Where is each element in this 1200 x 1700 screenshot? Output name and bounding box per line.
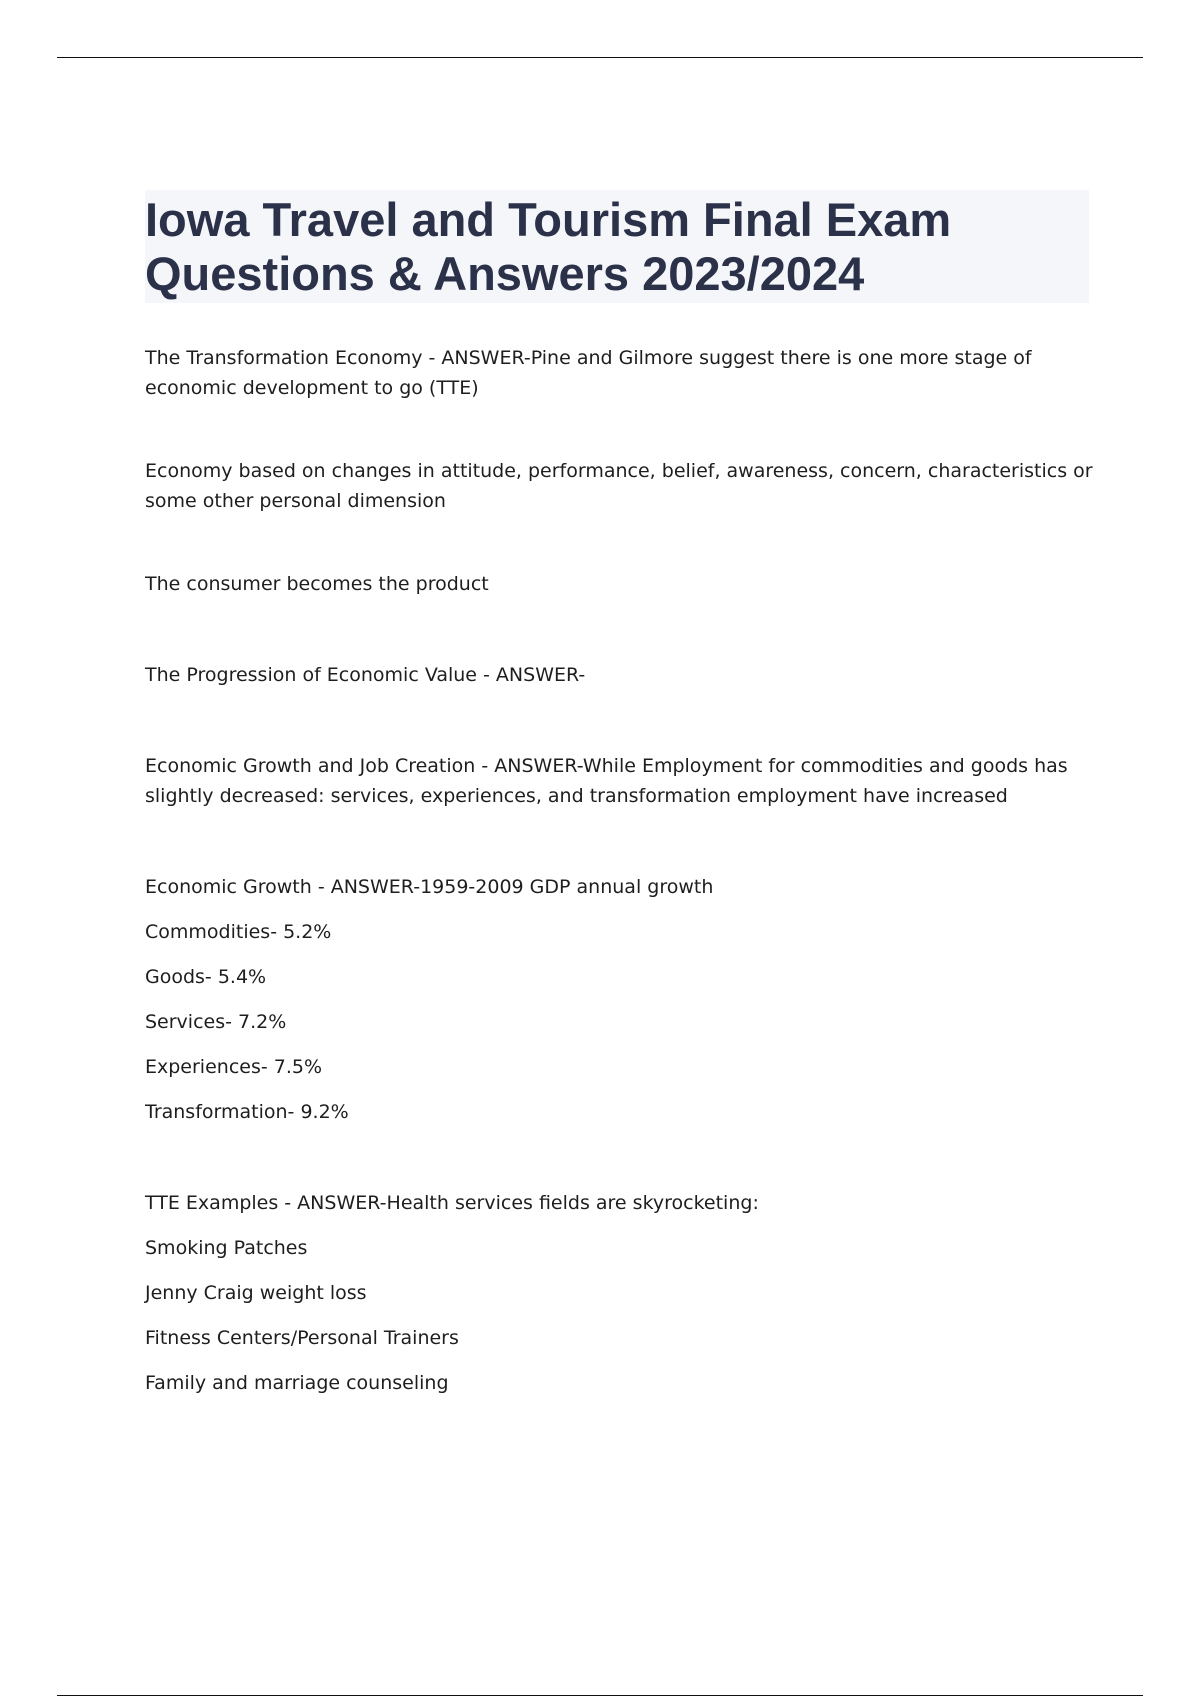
growth-heading: Economic Growth - ANSWER-1959-2009 GDP annual growth: [145, 876, 714, 898]
paragraph-economy-definition: Economy based on changes in attitude, performance, belief, awareness, concern, characteristics or some other personal dimension: [145, 460, 1093, 512]
tte-item-family-counseling: Family and marriage counseling: [145, 1372, 449, 1394]
paragraph-growth-job-creation: Economic Growth and Job Creation - ANSWER-While Employment for commodities and goods has slightly decreased: services, experiences, and transformation employment have increased: [145, 755, 1068, 807]
growth-item-transformation: Transformation- 9.2%: [145, 1101, 349, 1123]
bottom-rule: [57, 1695, 1143, 1696]
tte-item-jenny-craig: Jenny Craig weight loss: [145, 1282, 367, 1304]
growth-item-services: Services- 7.2%: [145, 1011, 287, 1033]
top-rule: [57, 57, 1143, 58]
growth-item-commodities: Commodities- 5.2%: [145, 921, 332, 943]
growth-item-experiences: Experiences- 7.5%: [145, 1056, 323, 1078]
title-line-2: Questions & Answers 2023/2024: [145, 247, 865, 300]
paragraph-transformation-economy: The Transformation Economy - ANSWER-Pine and Gilmore suggest there is one more stage of economic development to go (TTE): [145, 347, 1032, 399]
title-line-1: Iowa Travel and Tourism Final Exam: [145, 193, 952, 246]
paragraph-progression-economic-value: The Progression of Economic Value - ANSWER-: [145, 664, 586, 686]
paragraph-consumer-product: The consumer becomes the product: [145, 573, 489, 595]
title-banner: [145, 190, 1089, 303]
growth-item-goods: Goods- 5.4%: [145, 966, 267, 988]
tte-item-smoking-patches: Smoking Patches: [145, 1237, 308, 1259]
tte-heading: TTE Examples - ANSWER-Health services fields are skyrocketing:: [145, 1192, 759, 1214]
document-title: [145, 190, 1089, 301]
document-body: [145, 343, 1095, 1398]
tte-item-fitness-centers: Fitness Centers/Personal Trainers: [145, 1327, 459, 1349]
